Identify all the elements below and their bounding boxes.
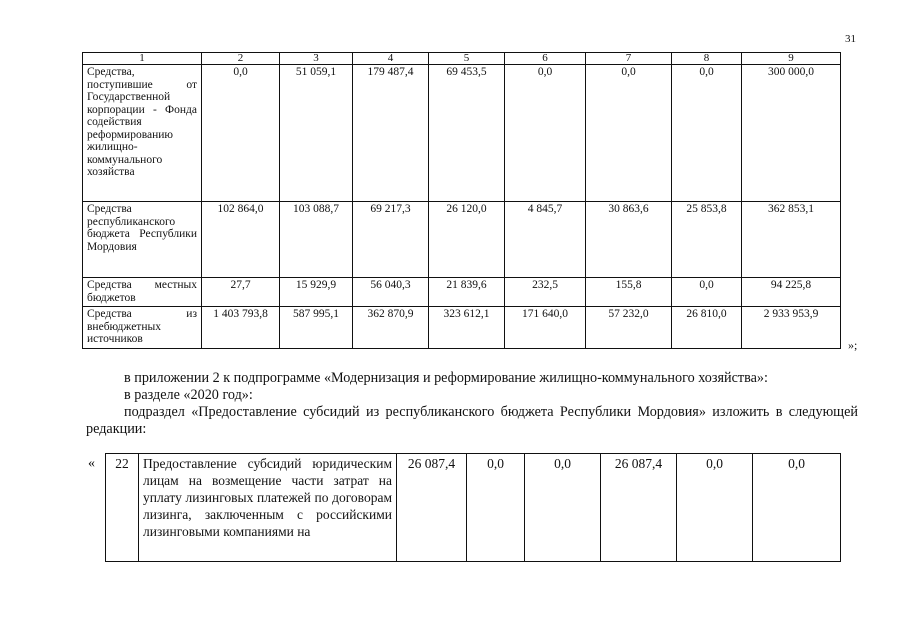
paragraph-subsection: подраздел «Предоставление субсидий из республиканского бюджета Республики Мордовия» изложить в следующей редакции: <box>86 404 858 437</box>
table-cell: 0,0 <box>672 278 742 307</box>
table-cell: 300 000,0 <box>742 65 841 202</box>
table-cell: 51 059,1 <box>280 65 353 202</box>
row-label: Средства республиканского бюджета Республики Мордовия <box>83 202 202 278</box>
row-label: Предоставление субсидий юридическим лицам на возмещение части затрат на уплату лизинговых платежей по договорам лизинга, заключенным с российскими лизинговыми компаниями на <box>139 454 397 562</box>
table-cell: 26 087,4 <box>601 454 677 562</box>
table-cell: 232,5 <box>505 278 586 307</box>
table-cell: 15 929,9 <box>280 278 353 307</box>
table-cell: 0,0 <box>525 454 601 562</box>
table-cell: 155,8 <box>586 278 672 307</box>
table-cell: 69 453,5 <box>429 65 505 202</box>
table-cell: 179 487,4 <box>353 65 429 202</box>
table-cell: 362 870,9 <box>353 307 429 349</box>
col-header-4: 4 <box>353 53 429 65</box>
table-cell: 587 995,1 <box>280 307 353 349</box>
table-cell: 26 810,0 <box>672 307 742 349</box>
table-row <box>83 278 841 307</box>
page-number: 31 <box>845 33 856 45</box>
table-cell: 0,0 <box>202 65 280 202</box>
table-cell: 1 403 793,8 <box>202 307 280 349</box>
table-cell: 0,0 <box>672 65 742 202</box>
table-cell: 0,0 <box>467 454 525 562</box>
table-cell: 26 120,0 <box>429 202 505 278</box>
table-cell: 30 863,6 <box>586 202 672 278</box>
col-header-2: 2 <box>202 53 280 65</box>
table-row <box>106 454 841 562</box>
table-cell: 0,0 <box>505 65 586 202</box>
table-cell: 2 933 953,9 <box>742 307 841 349</box>
table-cell: 0,0 <box>677 454 753 562</box>
table-cell: 102 864,0 <box>202 202 280 278</box>
col-header-6: 6 <box>505 53 586 65</box>
table-cell: 103 088,7 <box>280 202 353 278</box>
table-cell: 0,0 <box>753 454 841 562</box>
row-label: Средства местных бюджетов <box>83 278 202 307</box>
col-header-9: 9 <box>742 53 841 65</box>
table-cell: 26 087,4 <box>397 454 467 562</box>
col-header-3: 3 <box>280 53 353 65</box>
row-number: 22 <box>106 454 139 562</box>
table-cell: 362 853,1 <box>742 202 841 278</box>
table-cell: 4 845,7 <box>505 202 586 278</box>
opening-quote-mark: « <box>88 456 95 471</box>
col-header-8: 8 <box>672 53 742 65</box>
table-cell: 171 640,0 <box>505 307 586 349</box>
col-header-1: 1 <box>83 53 202 65</box>
table-cell: 0,0 <box>586 65 672 202</box>
table-cell: 323 612,1 <box>429 307 505 349</box>
row-label: Средства из внебюджетных источников <box>83 307 202 349</box>
table-cell: 27,7 <box>202 278 280 307</box>
col-header-5: 5 <box>429 53 505 65</box>
table-cell: 25 853,8 <box>672 202 742 278</box>
table-row <box>83 202 841 278</box>
table-cell: 69 217,3 <box>353 202 429 278</box>
financing-table <box>82 52 841 349</box>
table-cell: 57 232,0 <box>586 307 672 349</box>
table-cell: 94 225,8 <box>742 278 841 307</box>
table-header-row <box>83 53 841 65</box>
closing-quote-mark: »; <box>848 338 858 352</box>
paragraph-section: в разделе «2020 год»: <box>124 387 253 403</box>
table-cell: 56 040,3 <box>353 278 429 307</box>
col-header-7: 7 <box>586 53 672 65</box>
table-row <box>83 307 841 349</box>
table-cell: 21 839,6 <box>429 278 505 307</box>
row-label: Средства, поступившие от Государственной корпорации - Фонда содействия реформированию жилищно-коммунального хозяйства <box>83 65 202 202</box>
paragraph-appendix: в приложении 2 к подпрограмме «Модернизация и реформирование жилищно-коммунального хозяйства»: <box>124 370 768 386</box>
subsidy-table <box>105 453 841 562</box>
table-row <box>83 65 841 202</box>
